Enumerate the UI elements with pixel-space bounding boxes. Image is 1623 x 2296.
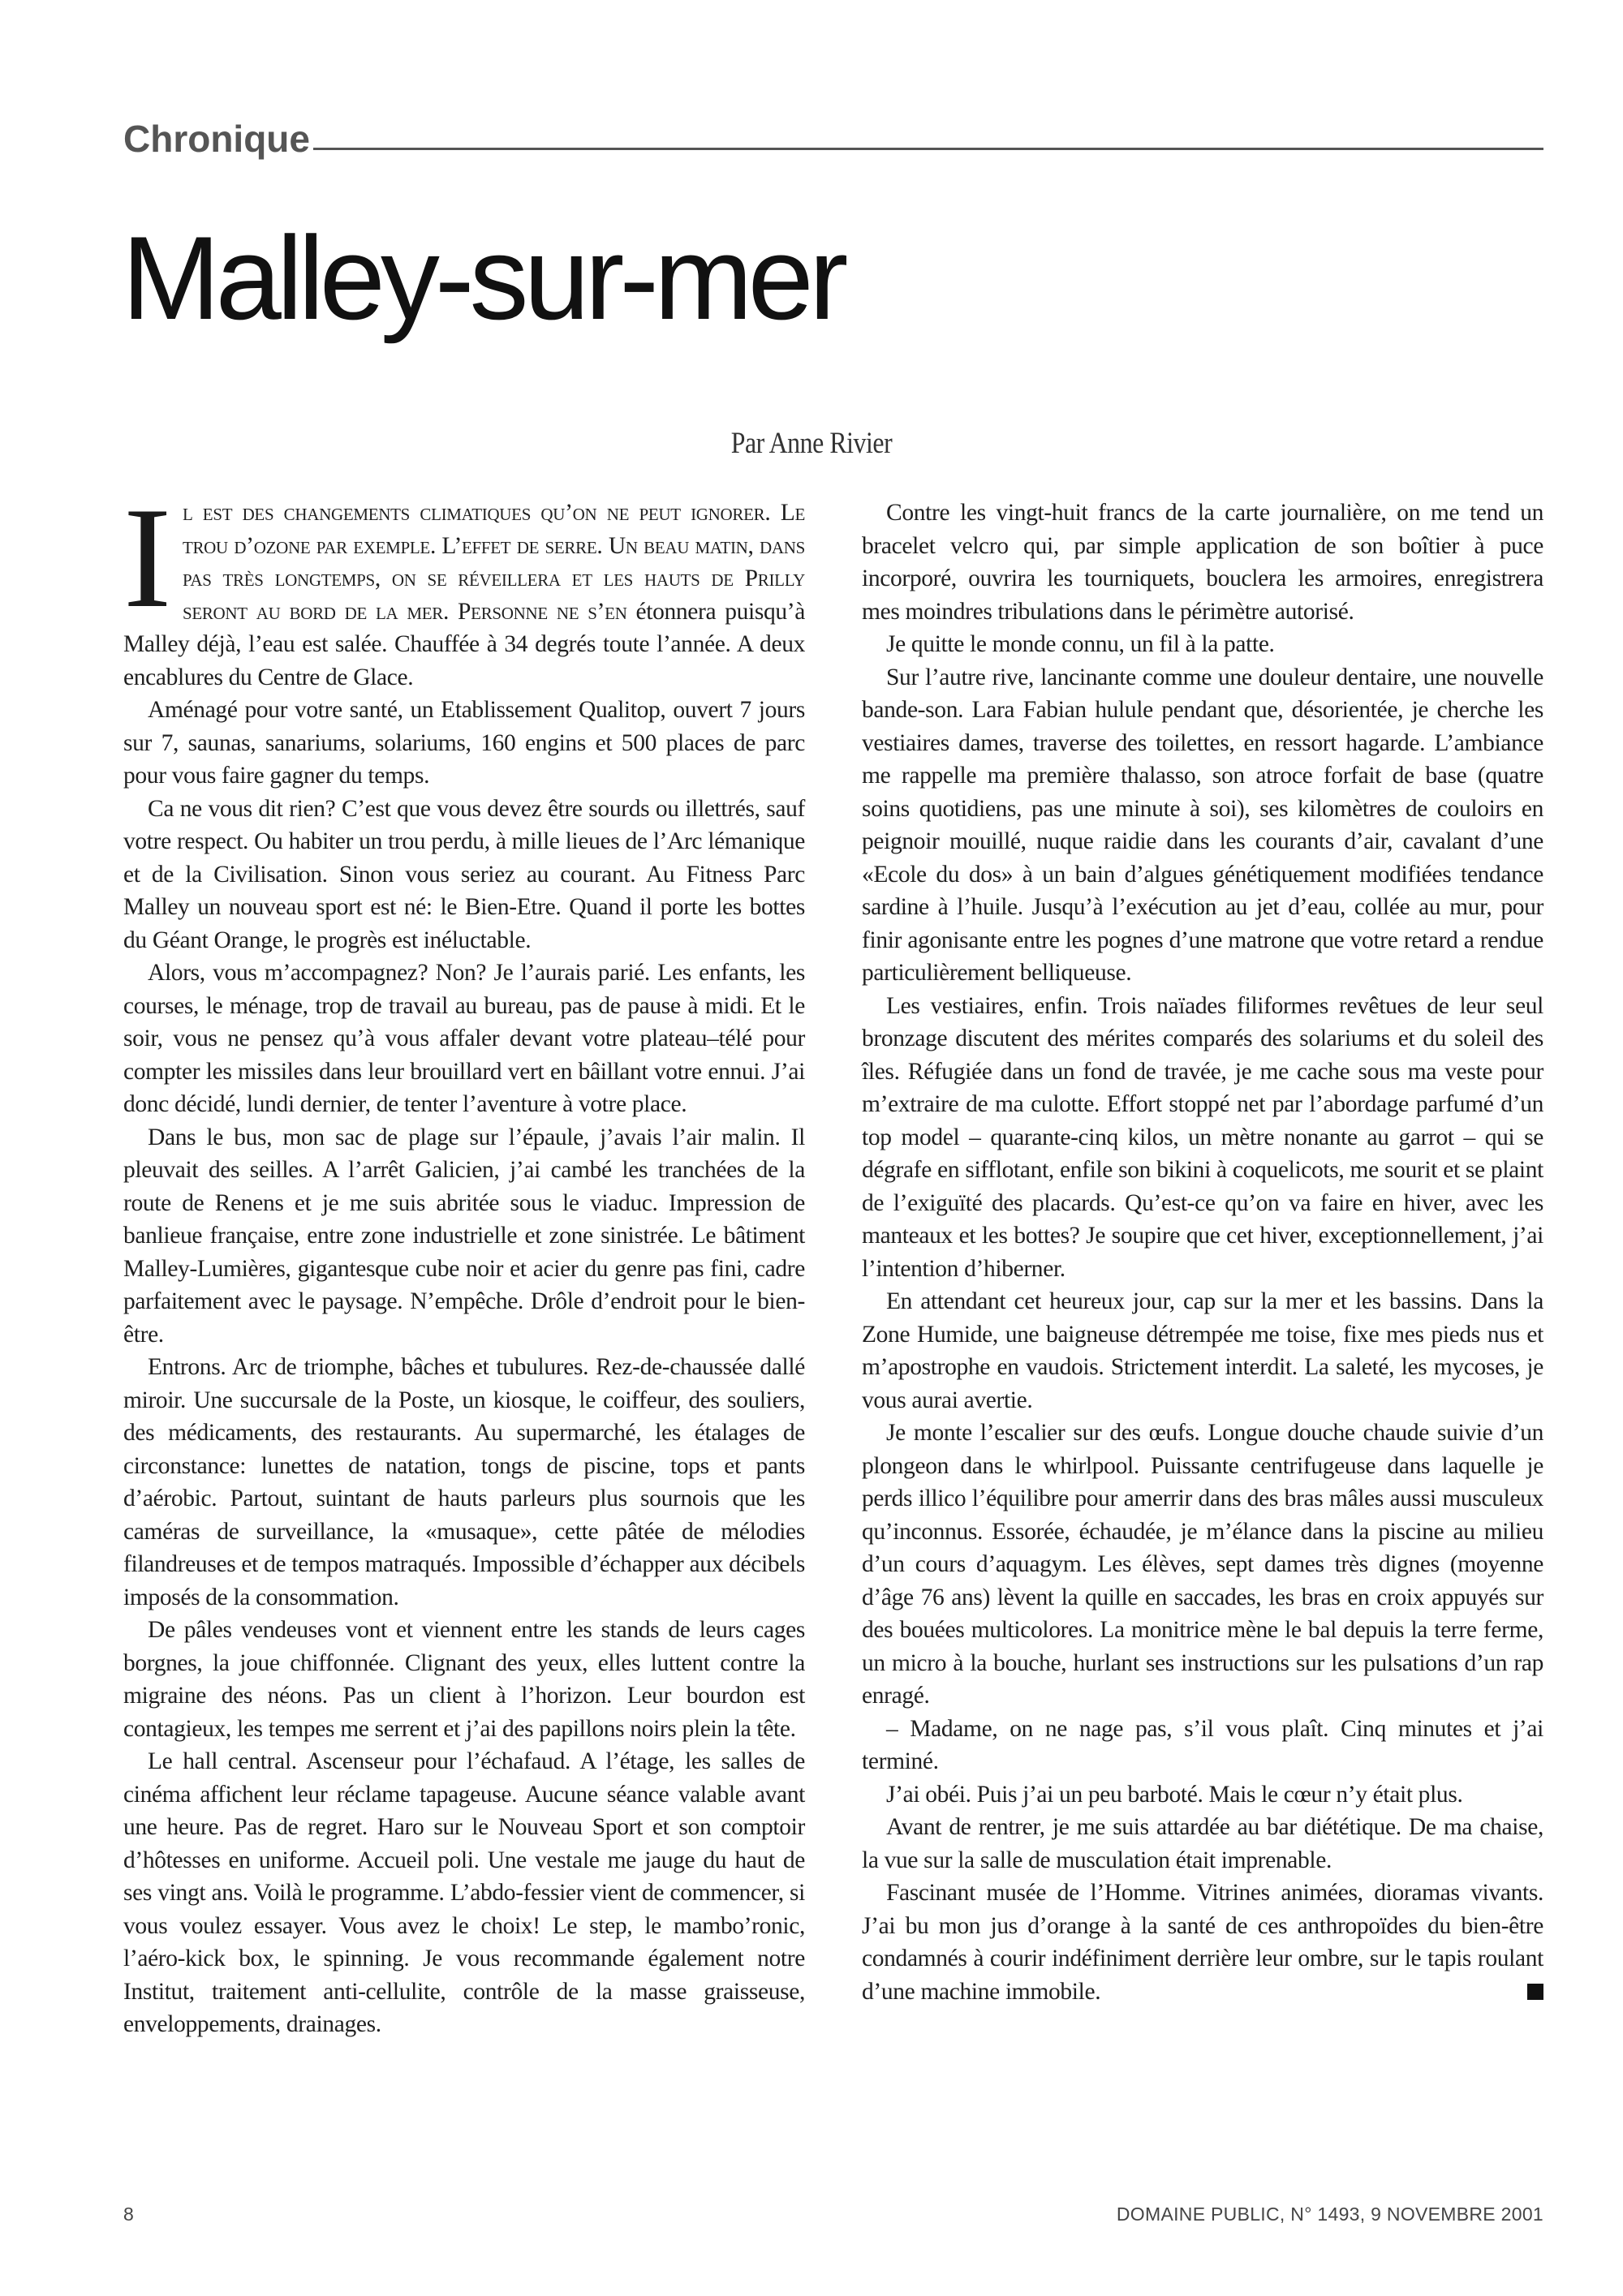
byline: Par Anne Rivier [730, 427, 893, 460]
rubric-label: Chronique [123, 120, 313, 157]
paragraph: Entrons. Arc de triomphe, bâches et tubulures. Rez-de-chaussée dallé miroir. Une succursale de la Poste, un kiosque, le coiffeur, des souliers, des médicaments, des restaurants. Au supermarché, les étalages de circonstance: lunettes de natation, tongs de piscine, tops et pants d’aérobic. Partout, suintant de hauts parleurs plus sournois que les caméras de surveillance, la «musaque», cette pâtée de mélodies filandreuses et de tempos matraqués. Impossible d’échapper aux décibels imposés de la consommation. [123, 1354, 805, 1610]
paragraph: Avant de rentrer, je me suis attardée au bar diététique. De ma chaise, la vue sur la salle de musculation était imprenable. [862, 1814, 1543, 1873]
publication-info: DOMAINE PUBLIC, N° 1493, 9 NOVEMBRE 2001 [1116, 2204, 1543, 2225]
article-title: Malley-sur-mer [122, 212, 844, 344]
paragraph: Je monte l’escalier sur des œufs. Longue douche chaude suivie d’un plongeon dans le whirlpool. Puissante centrifugeuse dans laquelle je perds illico l’équilibre pour amerrir dans des bras mâles aussi musculeux qu’inconnus. Essorée, échaudée, je m’élance dans la piscine au milieu d’un cours d’aquagym. Les élèves, sept dames très dignes (moyenne d’âge 76 ans) lèvent la quille en saccades, les bras en croix appuyés sur des bouées multicolores. La monitrice mène le bal depuis la terre ferme, un micro à la bouche, hurlant ses instructions sur les pulsations d’un rap enragé. [862, 1420, 1543, 1709]
dropcap: I [123, 477, 171, 638]
paragraph: – Madame, on ne nage pas, s’il vous plaît. Cinq minutes et j’ai terminé. [862, 1715, 1543, 1774]
paragraph: Le hall central. Ascenseur pour l’échafaud. A l’étage, les salles de cinéma affichent leur réclame tapageuse. Aucune séance valable avant une heure. Pas de regret. Haro sur le Nouveau Sport et son comptoir d’hôtesses en uniforme. Accueil poli. Une vestale me jauge du haut de ses vingt ans. Voilà le programme. L’abdo-fessier vient de commencer, si vous voulez essayer. Vous avez le choix! Le step, le mambo’ronic, l’aéro-kick box, le spinning. Je vous recommande également notre Institut, traitement anti-cellulite, contrôle de la masse graisseuse, enveloppements, drainages. [123, 1748, 805, 2037]
lead-rest: étonnera puisqu’à Malley déjà, l’eau est salée. Chauffée à 34 degrés toute l’année. A deux encablures du Centre de Glace. [123, 598, 805, 690]
section-rubric [123, 104, 1543, 160]
paragraph: Aménagé pour votre santé, un Etablissement Qualitop, ouvert 7 jours sur 7, saunas, sanariums, solariums, 160 engins et 500 places de parc pour vous faire gagner du temps. [123, 697, 805, 789]
column-left [123, 477, 805, 2041]
paragraph: En attendant cet heureux jour, cap sur la mer et les bassins. Dans la Zone Humide, une baigneuse détrempée me toise, fixe mes pieds nus et m’apostrophe en vaudois. Strictement interdit. La saleté, les mycoses, je vous aurai avertie. [862, 1288, 1543, 1413]
paragraph: De pâles vendeuses vont et viennent entre les stands de leurs cages borgnes, la joue chiffonnée. Clignant des yeux, elles luttent contre la migraine des néons. Pas un client à l’horizon. Leur bourdon est contagieux, les tempes me serrent et j’ai des papillons noirs plein la tête. [123, 1617, 805, 1742]
lead-small-caps: l est des changements climatiques qu’on ne peut ignorer. Le trou d’ozone par exemple. L’effet de serre. Un beau matin, dans pas très longtemps, on se réveillera et les hauts de Prilly seront au bord de la mer. Personne ne s’en [182, 500, 805, 625]
paragraph: J’ai obéi. Puis j’ai un peu barboté. Mais le cœur n’y était plus. [886, 1781, 1463, 1808]
paragraph: Alors, vous m’accompagnez? Non? Je l’aurais parié. Les enfants, les courses, le ménage, trop de travail au bureau, pas de pause à midi. Et le soir, vous ne pensez qu’à vous affaler devant votre plateau–télé pour compter les missiles dans leur brouillard vert en bâillant votre ennui. J’ai donc décidé, lundi dernier, de tenter l’aventure à votre place. [123, 960, 805, 1117]
paragraph: Dans le bus, mon sac de plage sur l’épaule, j’avais l’air malin. Il pleuvait des seilles. A l’arrêt Galicien, j’ai cambé les tranchées de la route de Renens et je me suis abritée sous le viaduc. Impression de banlieue française, entre zone industrielle et zone sinistrée. Le bâtiment Malley-Lumières, gigantesque cube noir et acier du genre pas fini, cadre parfaitement avec le paysage. N’empêche. Drôle d’endroit pour le bien-être. [123, 1124, 805, 1348]
paragraph: Ca ne vous dit rien? C’est que vous devez être sourds ou illettrés, sauf votre respect. Ou habiter un trou perdu, à mille lieues de l’Arc lémanique et de la Civilisation. Sinon vous seriez au courant. Au Fitness Parc Malley un nouveau sport est né: le Bien-Etre. Quand il porte les bottes du Géant Orange, le progrès est inéluctable. [123, 795, 805, 953]
paragraph: Contre les vingt-huit francs de la carte journalière, on me tend un bracelet velcro qui, par simple application de son boîtier à puce incorporé, ouvrira les tourniquets, bouclera les armoires, enregistrera mes moindres tribulations dans le périmètre autorisé. [862, 500, 1543, 625]
paragraph-text: Fascinant musée de l’Homme. Vitrines animées, dioramas vivants. J’ai bu mon jus d’orange à la santé de ces anthropoïdes du bien-être condamnés à courir indéfiniment derrière leur ombre, sur le tapis roulant d’une machine immobile. [862, 1880, 1543, 2005]
page-number: 8 [123, 2204, 134, 2225]
paragraph: Sur l’autre rive, lancinante comme une douleur dentaire, une nouvelle bande-son. Lara Fabian hulule pendant que, désorientée, je cherche les vestiaires dames, traverse des toilettes, en ressort hagarde. L’ambiance me rappelle ma première thalasso, son atroce forfait de base (quatre soins quotidiens, pas une minute à soi), ses kilomètres de couloirs en peignoir mouillé, nuque raidie dans les courants d’air, cavalant d’une «Ecole du dos» à un bain d’algues génétiquement modifiées tendance sardine à l’huile. Jusqu’à l’exécution au jet d’eau, collée au mur, pour finir agonisante entre les pognes d’une matrone que votre retard a rendue particulièrement belliqueuse. [862, 664, 1543, 986]
paragraph: Les vestiaires, enfin. Trois naïades filiformes revêtues de leur seul bronzage discutent des mérites comparés des solariums et du soleil des îles. Réfugiée dans un fond de travée, je me cache sous ma veste pour m’extraire de ma culotte. Effort stoppé net par l’abordage parfumé d’un top model – quarante-cinq kilos, un mètre nonante au garrot – qui se dégrafe en sifflotant, enfile son bikini à coquelicots, me sourit et se plaint de l’exiguïté des placards. Qu’est-ce qu’on va faire en hiver, avec les manteaux et les bottes? Je soupire que cet hiver, exceptionnellement, j’ai l’intention d’hiberner. [862, 992, 1543, 1282]
end-of-article-square-icon [1527, 1984, 1543, 2000]
last-paragraph [862, 1877, 1543, 2008]
column-right [862, 497, 1543, 2008]
lead-paragraph [123, 477, 805, 694]
paragraph: Je quitte le monde connu, un fil à la patte. [886, 631, 1275, 657]
